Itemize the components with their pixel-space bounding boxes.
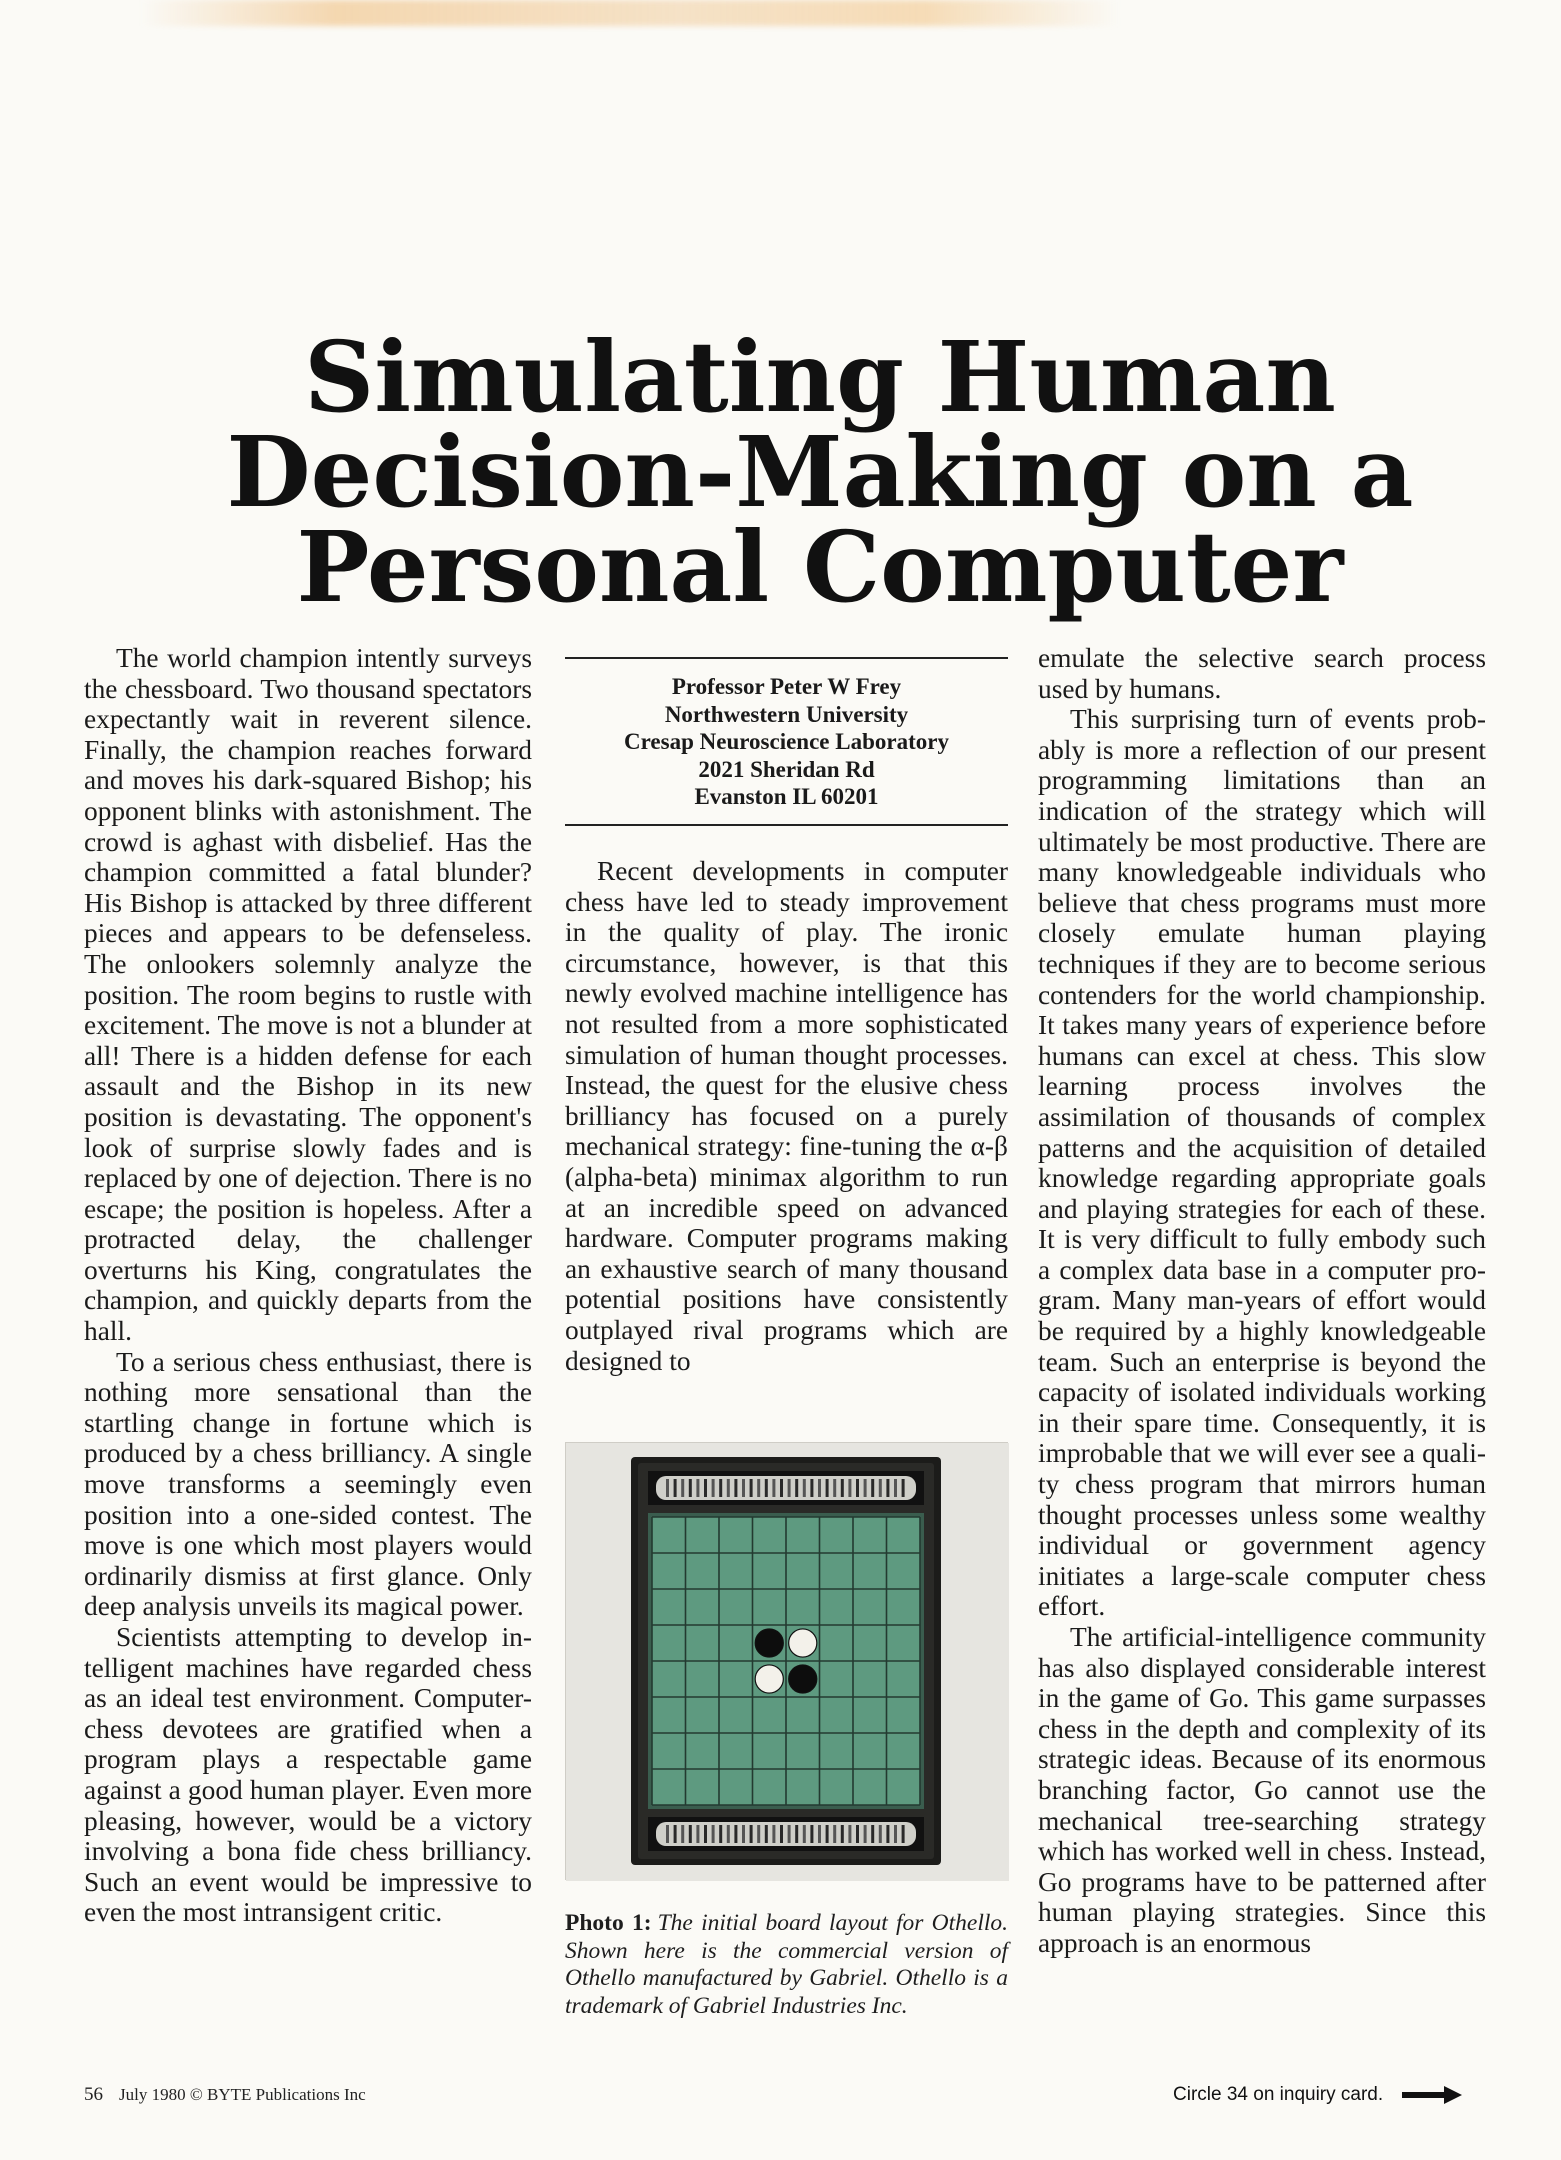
column-2 bbox=[565, 856, 1008, 1376]
tray-disc-stripe bbox=[681, 1825, 684, 1843]
article-title bbox=[120, 319, 1520, 624]
tray-disc-stripe bbox=[894, 1825, 897, 1843]
tray-disc-stripe bbox=[902, 1825, 905, 1843]
tray-top bbox=[648, 1471, 924, 1505]
tray-disc-stripe bbox=[810, 1825, 813, 1843]
tray-disc-stripe bbox=[810, 1479, 813, 1497]
caption-text: The initial board layout for Othello. Shown here is the commercial version of Othello manufactured by Gabriel. Othello is a trademark of Gabriel Industries Inc. bbox=[565, 1910, 1008, 2019]
tray-disc-stripe bbox=[848, 1825, 851, 1843]
tray-disc-stripe bbox=[894, 1479, 897, 1497]
tray-disc-stripe bbox=[666, 1825, 669, 1843]
tray-disc-stripe bbox=[742, 1479, 745, 1497]
tray-disc-stripe bbox=[696, 1825, 699, 1843]
othello-piece-white bbox=[755, 1665, 783, 1693]
title-line-2: Decision-Making on a bbox=[226, 414, 1414, 529]
column-1 bbox=[84, 643, 532, 1928]
tray-disc-stripe bbox=[712, 1825, 715, 1843]
paper-stain bbox=[140, 0, 1120, 26]
tray-disc-stripe bbox=[856, 1825, 859, 1843]
tray-disc-stripe bbox=[856, 1479, 859, 1497]
paragraph: emulate the selective search process used by humans. bbox=[1038, 643, 1486, 704]
photo-caption bbox=[565, 1910, 1008, 2020]
tray-disc-stripe bbox=[795, 1479, 798, 1497]
paragraph: The artificial-intelligence community has also displayed considerable interest in the game of Go. This game surpasses chess in the depth and complexity of its strategic ideas. Because of its enormous branching factor, Go cannot use the mechanical tree-searching strategy which has worked well in chess. Instead, Go programs have to be patterned after human playing strategies. Since this approach is an enormous bbox=[1038, 1622, 1486, 1958]
othello-board-image bbox=[566, 1443, 1009, 1881]
author-affiliation bbox=[565, 657, 1008, 826]
page-footer-left bbox=[84, 2084, 366, 2106]
tray-disc-stripe bbox=[879, 1479, 882, 1497]
page-number: 56 bbox=[84, 2084, 103, 2105]
author-name: Professor Peter W Frey bbox=[671, 674, 902, 699]
tray-disc-stripe bbox=[757, 1825, 760, 1843]
tray-disc-stripe bbox=[765, 1825, 768, 1843]
tray-bottom bbox=[648, 1817, 924, 1851]
tray-disc-stripe bbox=[727, 1825, 730, 1843]
issue-line: July 1980 © BYTE Publications Inc bbox=[119, 2085, 366, 2104]
paragraph: The world champion intently surveys the chessboard. Two thousand spectators expectantly wait in reverent silence. Finally, the champion reaches forward and moves his dark-squared Bishop; his opponent blinks with astonishment. The crowd is aghast with disbelief. Has the champion committed a fatal blunder? His Bishop is attacked by three different pieces and appears to be defenseless. The onlookers solemnly analyze the position. The room begins to rustle with excitement. The move is not a blunder at all! There is a hidden defense for each assault and the Bishop in its new position is devastating. The opponent's look of surprise slowly fades and is replaced by one of dejection. There is no escape; the position is hopeless. After a protracted delay, the challenger overturns his King, congratulates the champion, and quickly departs from the hall. bbox=[84, 643, 532, 1347]
arrow-right-icon bbox=[1402, 2086, 1462, 2104]
inquiry-text: Circle 34 on inquiry card. bbox=[1173, 2084, 1384, 2105]
tray-disc-stripe bbox=[780, 1479, 783, 1497]
title-line-3: Personal Computer bbox=[296, 509, 1344, 624]
tray-disc-stripe bbox=[864, 1825, 867, 1843]
tray-disc-stripe bbox=[788, 1479, 791, 1497]
tray-disc-stripe bbox=[803, 1825, 806, 1843]
tray-disc-stripe bbox=[696, 1479, 699, 1497]
tray-disc-stripe bbox=[902, 1479, 905, 1497]
othello-piece-white bbox=[789, 1629, 817, 1657]
tray-disc-stripe bbox=[772, 1825, 775, 1843]
tray-disc-stripe bbox=[704, 1825, 707, 1843]
tray-disc-stripe bbox=[674, 1479, 677, 1497]
othello-piece-black bbox=[789, 1665, 817, 1693]
author-city: Evanston IL 60201 bbox=[694, 784, 879, 809]
paragraph: Scientists attempting to develop intelligent machines have regarded chess as an ideal test environment. Computer-chess devotees are gratified when a program plays a respectable game against a good human player. Even more pleasing, however, would be a victory involving a bona fide chess brilliancy. Such an event would be impressive to even the most intransigent critic. bbox=[84, 1622, 532, 1928]
title-line-1: Simulating Human bbox=[304, 319, 1336, 434]
tray-disc-stripe bbox=[826, 1825, 829, 1843]
tray-disc-stripe bbox=[886, 1825, 889, 1843]
tray-disc-stripe bbox=[879, 1825, 882, 1843]
tray-disc-stripe bbox=[674, 1825, 677, 1843]
tray-disc-stripe bbox=[795, 1825, 798, 1843]
paragraph: Recent developments in computer chess have led to steady improvement in the quality of play. The ironic circumstance, however, is that this newly evolved machine intelligence has not resulted from a more sophisticated simulation of human thought processes. Instead, the quest for the elusive chess brilliancy has focused on a purely mechanical strategy: fine-tuning the α-β (alpha-beta) minimax algorithm to run at an incredible speed on advanced hardware. Computer programs making an exhaustive search of many thousand potential positions have consistently outplayed rival programs which are designed to bbox=[565, 856, 1008, 1376]
paragraph: To a serious chess enthusiast, there is nothing more sensational than the startling change in fortune which is produced by a chess brilliancy. A single move transforms a seemingly even position into a one-sided contest. The move is one which most players would ordinarily dismiss at first glance. Only deep analysis unveils its magical power. bbox=[84, 1346, 532, 1622]
tray-disc-stripe bbox=[848, 1479, 851, 1497]
page-footer-right bbox=[1173, 2084, 1462, 2106]
tray-disc-stripe bbox=[681, 1479, 684, 1497]
tray-disc-stripe bbox=[788, 1825, 791, 1843]
tray-disc-stripe bbox=[742, 1825, 745, 1843]
caption-label: Photo 1: bbox=[565, 1910, 652, 1936]
tray-disc-stripe bbox=[871, 1825, 874, 1843]
tray-disc-stripe bbox=[666, 1479, 669, 1497]
author-university: Northwestern University bbox=[664, 701, 909, 727]
tray-disc-stripe bbox=[757, 1479, 760, 1497]
tray-disc-stripe bbox=[750, 1825, 753, 1843]
tray-disc-stripe bbox=[750, 1479, 753, 1497]
tray-disc-stripe bbox=[719, 1479, 722, 1497]
tray-disc-stripe bbox=[689, 1479, 692, 1497]
tray-disc-stripe bbox=[803, 1479, 806, 1497]
tray-disc-stripe bbox=[704, 1479, 707, 1497]
tray-disc-stripe bbox=[727, 1479, 730, 1497]
paragraph: This surprising turn of events probably is more a reflection of our present programming limitations than an indication of the strategy which will ultimately be most productive. There are many knowledgeable individuals who believe that chess programs must more closely emulate human playing techniques if they are to become serious contenders for the world championship. It takes many years of experience before humans can excel at chess. This slow learning process involves the assimilation of thousands of complex patterns and the acquisition of detailed knowledge regarding appropriate goals and playing strategies for each of these. It is very difficult to fully embody such a complex data base in a computer program. Many man-years of effort would be required by a highly knowledgeable team. Such an enterprise is beyond the capacity of isolated individuals working in their spare time. Consequently, it is improbable that we will ever see a quality chess program that mirrors human thought processes unless some wealthy individual or government agency initiates a large-scale computer chess effort. bbox=[1038, 704, 1486, 1622]
tray-disc-stripe bbox=[765, 1479, 768, 1497]
tray-disc-stripe bbox=[780, 1825, 783, 1843]
tray-disc-stripe bbox=[818, 1479, 821, 1497]
othello-piece-black bbox=[755, 1629, 783, 1657]
tray-disc-stripe bbox=[734, 1825, 737, 1843]
tray-disc-stripe bbox=[689, 1825, 692, 1843]
tray-disc-stripe bbox=[841, 1479, 844, 1497]
tray-disc-stripe bbox=[864, 1479, 867, 1497]
tray-disc-stripe bbox=[886, 1479, 889, 1497]
tray-disc-stripe bbox=[833, 1825, 836, 1843]
othello-photo bbox=[565, 1442, 1008, 1880]
tray-disc-stripe bbox=[841, 1825, 844, 1843]
tray-disc-stripe bbox=[734, 1479, 737, 1497]
tray-disc-stripe bbox=[818, 1825, 821, 1843]
tray-disc-stripe bbox=[719, 1825, 722, 1843]
tray-disc-stripe bbox=[871, 1479, 874, 1497]
board-grid bbox=[652, 1517, 920, 1805]
author-street: 2021 Sheridan Rd bbox=[698, 756, 875, 782]
tray-disc-stripe bbox=[833, 1479, 836, 1497]
author-lab: Cresap Neuroscience Laboratory bbox=[624, 729, 949, 754]
column-3 bbox=[1038, 643, 1486, 1959]
tray-disc-stripe bbox=[772, 1479, 775, 1497]
tray-disc-stripe bbox=[826, 1479, 829, 1497]
tray-disc-stripe bbox=[712, 1479, 715, 1497]
